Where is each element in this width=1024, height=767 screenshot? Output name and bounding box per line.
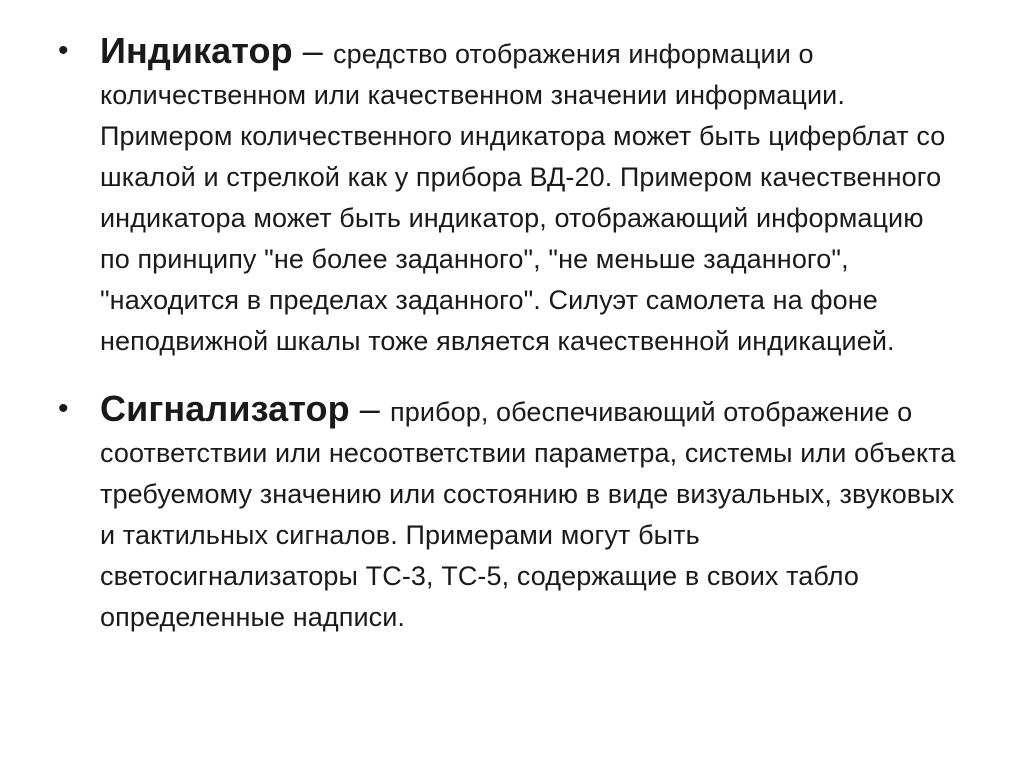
definition-item-indicator	[58, 30, 958, 362]
definition-text-indicator: средство отображения информации о количественном или качественном значении информации. Примером количественного индикатора может быть циферблат со шкалой и стрелкой как у прибора ВД-20. Примером качественного индикатора может быть индикатор, отображающий информацию по принципу "не более заданного", "не меньше заданного", "находится в пределах заданного". Силуэт самолета на фоне неподвижной шкалы тоже является качественной индикацией.	[100, 39, 946, 356]
bullet-icon: •	[58, 392, 69, 425]
definition-text-signaller: прибор, обеспечивающий отображение о соответствии или несоответствии параметра, системы или объекта требуемому значению или состоянию в виде визуальных, звуковых и тактильных сигналов. Примерами могут быть светосигнализаторы ТС-3, ТС-5, содержащие в своих табло определенные надписи.	[100, 397, 956, 632]
bullet-icon: •	[58, 34, 69, 67]
term-signaller: Сигнализатор	[100, 388, 350, 429]
term-dash: –	[349, 388, 390, 429]
definition-item-signaller	[58, 388, 958, 638]
term-dash: –	[292, 30, 334, 71]
definition-list	[58, 30, 958, 638]
term-indicator: Индикатор	[100, 30, 293, 71]
